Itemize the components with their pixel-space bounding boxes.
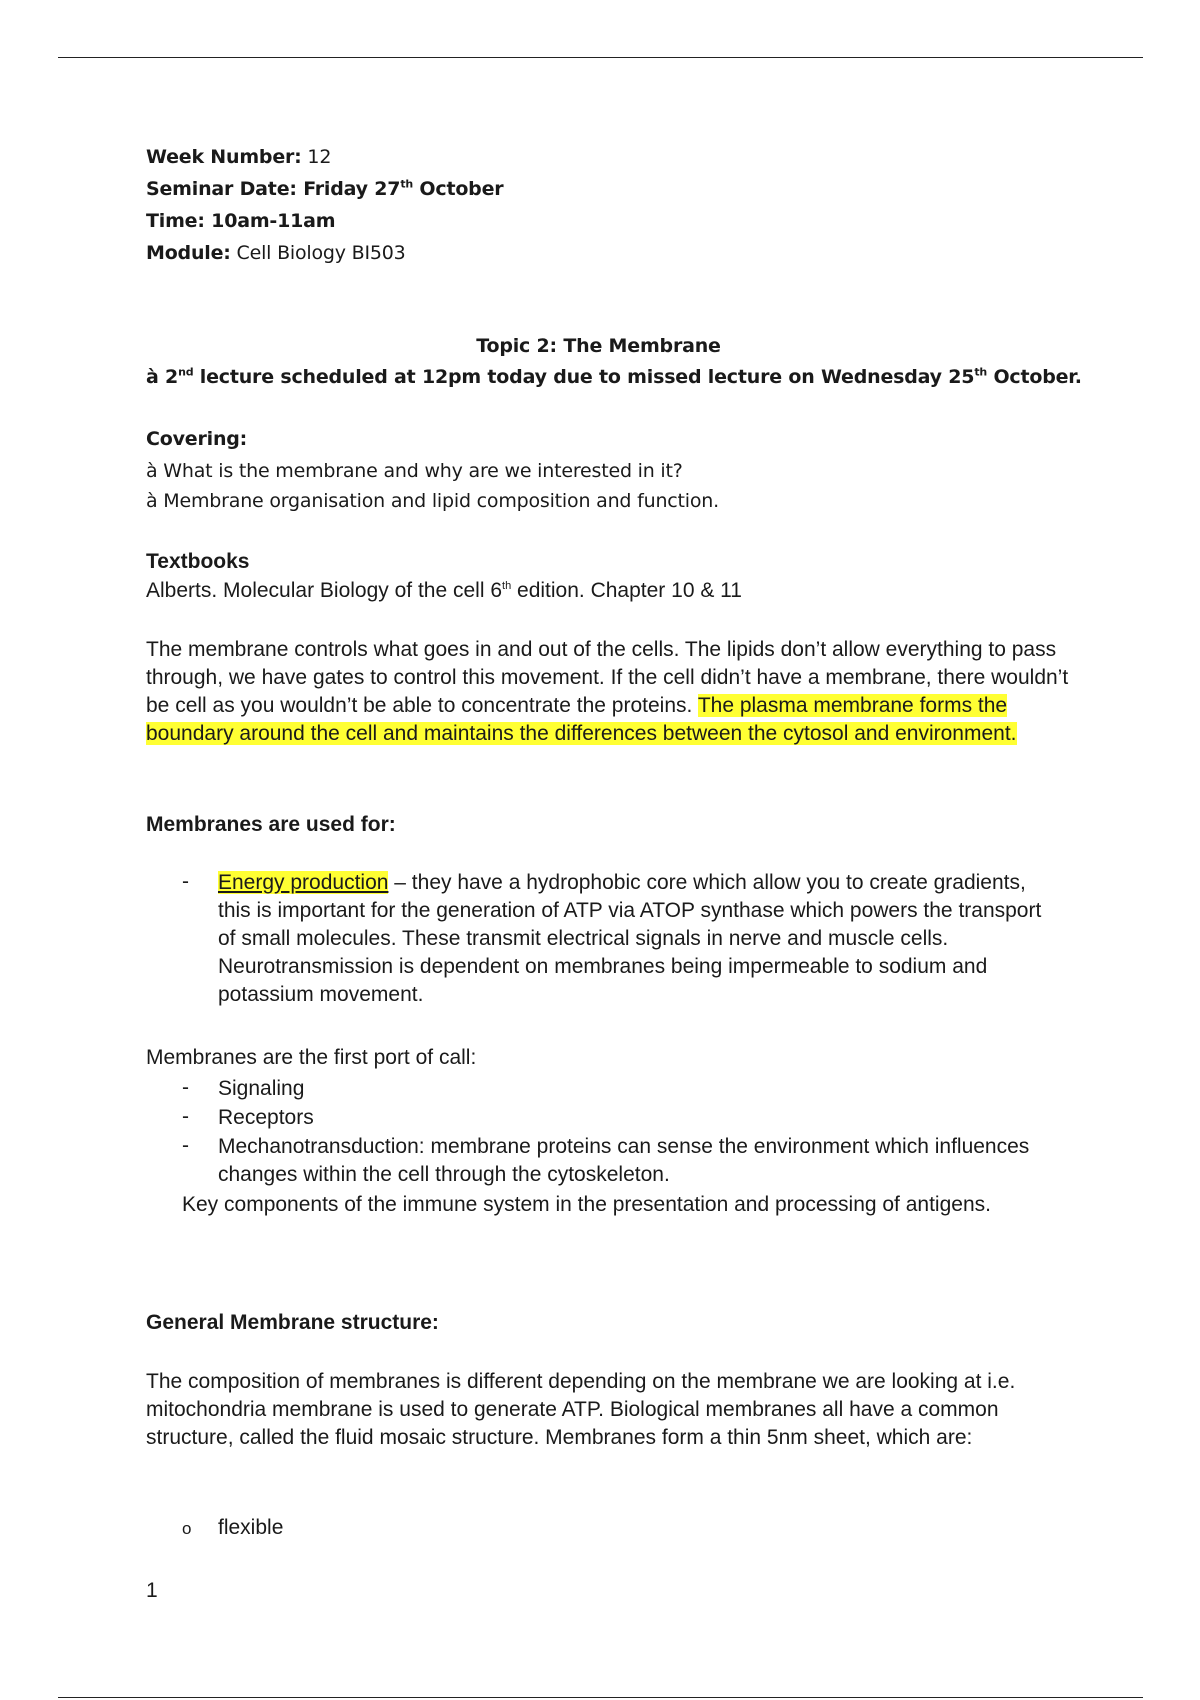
textbook-reference-sup: th	[502, 580, 512, 592]
textbook-reference-a: Alberts. Molecular Biology of the cell 6	[146, 579, 503, 602]
lecture-note	[146, 366, 1082, 388]
time-line: Time: 10am-11am	[146, 210, 336, 232]
week-number-label: Week Number:	[146, 146, 302, 168]
bullet-dash: -	[182, 870, 189, 893]
module-label: Module:	[146, 242, 231, 264]
first-port-item: Signaling	[218, 1077, 305, 1100]
uses-heading: Membranes are used for:	[146, 813, 396, 836]
structure-heading: General Membrane structure:	[146, 1311, 439, 1334]
covering-item: à Membrane organisation and lipid composition and function.	[146, 490, 719, 512]
first-port-item: Receptors	[218, 1106, 314, 1129]
lecture-note-c: October.	[987, 366, 1082, 388]
textbook-reference-b: edition. Chapter 10 & 11	[511, 579, 742, 602]
energy-production-text: – they have a hydrophobic core which allow you to create gradients, this is important for the generation of ATP via ATOP synthase which powers the transport of small molecules. These transmit electrical signals in nerve and muscle cells. Neurotransmission is dependent on membranes being impermeable to sodium and potassium movement.	[218, 871, 1042, 1006]
covering-item: à What is the membrane and why are we interested in it?	[146, 460, 683, 482]
module-value: Cell Biology BI503	[230, 242, 406, 264]
structure-paragraph: The composition of membranes is different depending on the membrane we are looking at i.e. mitochondria membrane is used to generate ATP. Biological membranes all have a common structure, called the fluid mosaic structure. Membranes form a thin 5nm sheet, which are:	[146, 1370, 1016, 1449]
top-rule	[58, 57, 1143, 58]
seminar-date-tail: October	[413, 178, 504, 200]
seminar-date-label: Seminar Date: Friday 27	[146, 178, 401, 200]
lecture-note-sup2: th	[974, 365, 988, 379]
first-port-item: Mechanotransduction: membrane proteins can sense the environment which influences changes within the cell through the cytoskeleton.	[218, 1135, 1030, 1186]
bullet-dash: -	[182, 1076, 189, 1099]
textbooks-heading: Textbooks	[146, 550, 250, 573]
week-number-line	[146, 146, 331, 168]
topic-title: Topic 2: The Membrane	[476, 335, 721, 357]
covering-heading: Covering:	[146, 428, 248, 450]
first-port-intro: Membranes are the first port of call:	[146, 1046, 477, 1069]
textbook-reference	[146, 579, 742, 603]
energy-production-term: Energy production	[218, 871, 389, 894]
bullet-dash: -	[182, 1134, 189, 1157]
energy-production-item	[218, 869, 1058, 1009]
lecture-note-a: à 2	[146, 366, 179, 388]
week-number-value: 12	[301, 146, 332, 168]
bullet-dash: -	[182, 1105, 189, 1128]
page-number: 1	[146, 1579, 158, 1602]
intro-highlighted-text: The plasma membrane forms the boundary around the cell and maintains the differences between the cytosol and environment.	[146, 694, 1017, 745]
bottom-rule	[58, 1697, 1143, 1698]
seminar-date-line	[146, 178, 503, 200]
lecture-note-sup1: nd	[178, 365, 194, 379]
structure-item: flexible	[218, 1516, 284, 1539]
intro-plain-text: The membrane controls what goes in and out of the cells. The lipids don’t allow everything to pass through, we have gates to control this movement. If the cell didn’t have a membrane, there wouldn’t be cell as you wouldn’t be able to concentrate the proteins.	[146, 638, 1069, 717]
lecture-note-b: lecture scheduled at 12pm today due to missed lecture on Wednesday 25	[193, 366, 975, 388]
bullet-circle-icon: o	[182, 1519, 192, 1538]
seminar-date-sup: th	[400, 177, 414, 191]
module-line	[146, 242, 406, 264]
intro-paragraph	[146, 636, 1076, 748]
first-port-closing: Key components of the immune system in the presentation and processing of antigens.	[182, 1193, 991, 1216]
